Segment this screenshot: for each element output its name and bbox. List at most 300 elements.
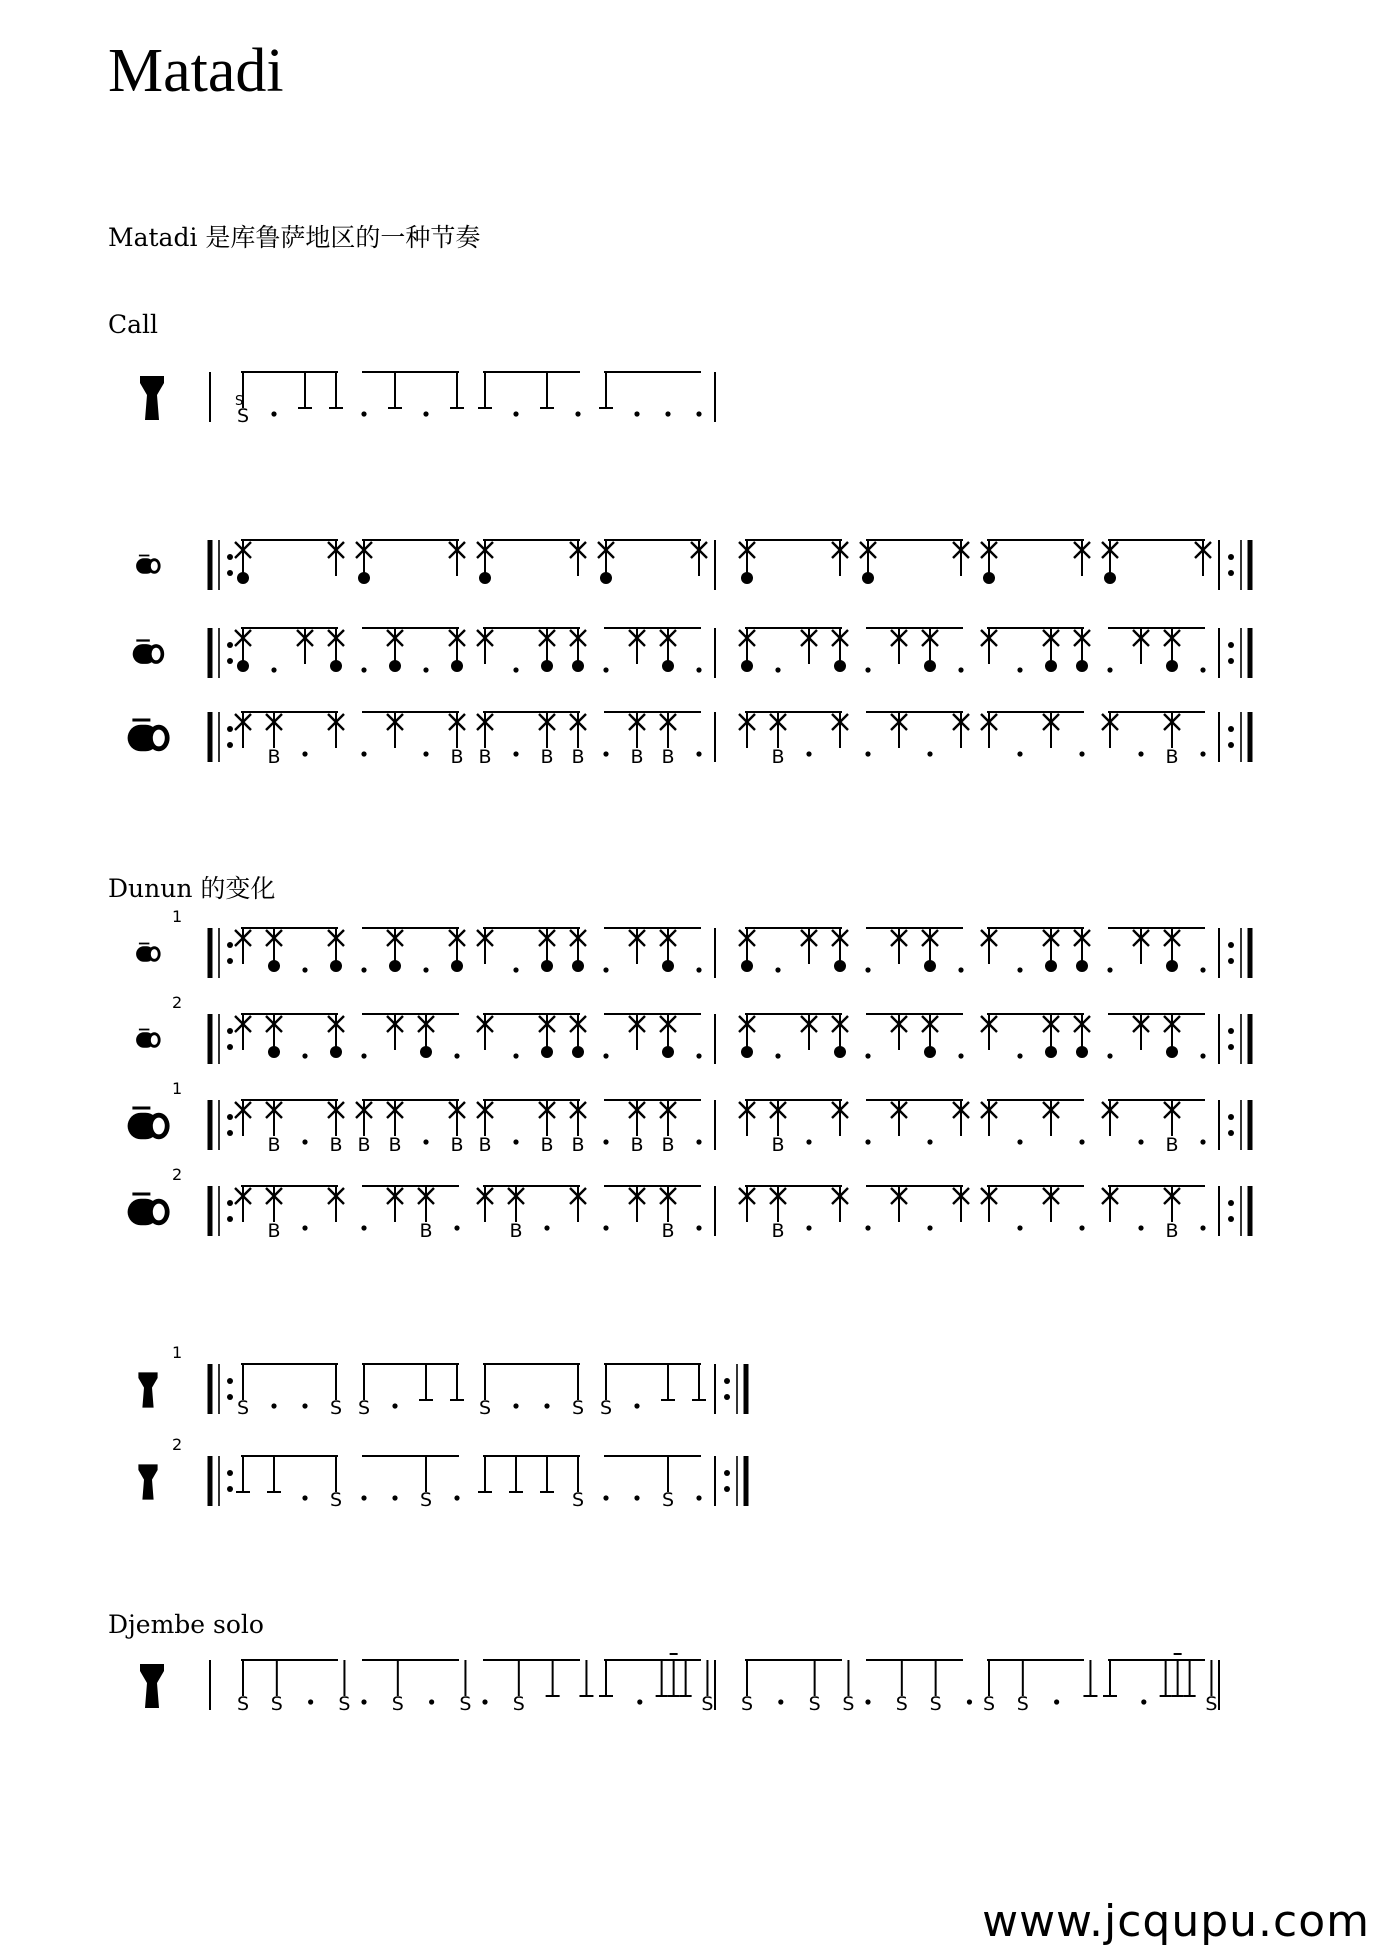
note [701, 1660, 713, 1715]
note [387, 1100, 403, 1156]
svg-text:S: S [357, 1397, 371, 1419]
note [967, 1699, 972, 1704]
note [544, 1403, 549, 1408]
note [696, 1053, 701, 1058]
note [696, 667, 701, 672]
svg-text:S: S [842, 1693, 855, 1715]
note [770, 1186, 786, 1242]
note [896, 1660, 908, 1715]
stave-number: 1 [172, 1079, 183, 1098]
note [423, 1139, 428, 1144]
svg-text:B: B [450, 746, 464, 768]
note [1103, 1660, 1117, 1696]
stave-djembe-large [140, 372, 715, 427]
note [1017, 967, 1022, 972]
note [539, 928, 555, 972]
note [1054, 1699, 1059, 1704]
note [927, 751, 932, 756]
note [891, 712, 907, 748]
note [832, 628, 848, 672]
note [696, 411, 701, 416]
note [696, 1225, 701, 1230]
note [271, 1660, 283, 1715]
kenkeni-icon [136, 1030, 161, 1048]
note [599, 1660, 613, 1696]
note [449, 540, 465, 576]
note [266, 928, 282, 972]
note [308, 1699, 313, 1704]
note [482, 1699, 487, 1704]
note [420, 1456, 432, 1511]
note [842, 1660, 854, 1715]
note [922, 928, 938, 972]
note [656, 1654, 692, 1696]
svg-text:S: S [236, 1397, 250, 1419]
note [832, 1186, 848, 1222]
note [634, 1495, 639, 1500]
note [983, 1660, 995, 1715]
note [572, 1456, 584, 1511]
note [1138, 751, 1143, 756]
note [770, 712, 786, 768]
note [599, 372, 613, 408]
note [1195, 540, 1211, 576]
note [513, 667, 518, 672]
note [1200, 1225, 1205, 1230]
svg-text:S: S [1205, 1693, 1218, 1715]
svg-text:S: S [571, 1489, 585, 1511]
note [429, 1699, 434, 1704]
note [1017, 1660, 1029, 1715]
note [865, 967, 870, 972]
svg-text:B: B [661, 746, 675, 768]
note [358, 1364, 370, 1419]
svg-text:S: S [459, 1693, 472, 1715]
svg-text:S: S [512, 1693, 525, 1715]
note [696, 1139, 701, 1144]
note [266, 1014, 282, 1058]
note [891, 1100, 907, 1136]
stave-number: 1 [172, 1343, 183, 1362]
svg-text:B: B [1165, 1134, 1179, 1156]
svg-text:S: S [895, 1693, 908, 1715]
svg-text:B: B [771, 746, 785, 768]
note [477, 712, 493, 768]
note [579, 1660, 593, 1696]
note [927, 1225, 932, 1230]
note [629, 628, 645, 664]
svg-text:B: B [1165, 746, 1179, 768]
djembe-icon [138, 1464, 157, 1499]
note [454, 1053, 459, 1058]
note [235, 1100, 251, 1136]
note [302, 1495, 307, 1500]
note [237, 1364, 249, 1419]
note [302, 1225, 307, 1230]
stave-number: 2 [172, 1435, 183, 1454]
note [544, 1225, 549, 1230]
svg-text:S: S [478, 1397, 492, 1419]
note [387, 1014, 403, 1050]
note [1079, 751, 1084, 756]
note [237, 1660, 249, 1715]
note [660, 928, 676, 972]
note [449, 628, 465, 672]
dunun-variation-label: Dunun 的变化 [108, 874, 276, 903]
note [1017, 751, 1022, 756]
svg-text:S: S [329, 1489, 343, 1511]
note [302, 967, 307, 972]
stave-number: 1 [172, 907, 183, 926]
note [392, 1660, 404, 1715]
note [361, 1495, 366, 1500]
note [1043, 712, 1059, 748]
note [1164, 628, 1180, 672]
note [739, 540, 755, 584]
sangban-icon [133, 641, 165, 664]
note [297, 628, 313, 664]
note [739, 628, 755, 672]
stave-number: 2 [172, 993, 183, 1012]
note [1017, 1139, 1022, 1144]
svg-text:B: B [1165, 1220, 1179, 1242]
note [513, 1139, 518, 1144]
note [739, 712, 755, 748]
note [930, 1660, 942, 1715]
note [508, 1186, 524, 1242]
section-call [140, 372, 715, 427]
note [1133, 928, 1149, 964]
note [361, 411, 366, 416]
note [692, 1364, 706, 1400]
svg-text:B: B [540, 746, 554, 768]
svg-text:B: B [630, 746, 644, 768]
svg-text:B: B [571, 746, 585, 768]
svg-text:B: B [661, 1134, 675, 1156]
kenkeni-icon [136, 944, 161, 962]
note [775, 1053, 780, 1058]
stave-djembe-large [140, 1654, 1219, 1715]
svg-text:B: B [509, 1220, 523, 1242]
note [865, 751, 870, 756]
note [1079, 1225, 1084, 1230]
svg-text:S: S [1016, 1693, 1029, 1715]
note [809, 1660, 821, 1715]
note [271, 667, 276, 672]
note [981, 928, 997, 964]
note [328, 928, 344, 972]
note [477, 628, 493, 664]
svg-text:S: S [236, 405, 250, 427]
note [1043, 928, 1059, 972]
note [235, 1014, 251, 1050]
note [1102, 540, 1118, 584]
note [338, 1660, 350, 1715]
note [1164, 928, 1180, 972]
svg-text:B: B [329, 1134, 343, 1156]
svg-text:B: B [357, 1134, 371, 1156]
note [361, 667, 366, 672]
note [775, 967, 780, 972]
svg-text:B: B [478, 1134, 492, 1156]
note [629, 1186, 645, 1222]
note [570, 1186, 586, 1222]
note [423, 411, 428, 416]
note [1164, 1186, 1180, 1242]
note [1160, 1654, 1196, 1696]
note [660, 1100, 676, 1156]
note [1017, 1225, 1022, 1230]
note [479, 1364, 491, 1419]
stave-kenkeni [136, 993, 1250, 1064]
note [266, 1186, 282, 1242]
note [235, 540, 251, 584]
note [922, 1014, 938, 1058]
note [696, 1495, 701, 1500]
note [1107, 1053, 1112, 1058]
note [328, 712, 344, 748]
note [423, 967, 428, 972]
note [302, 1403, 307, 1408]
note [953, 1100, 969, 1136]
note [661, 1364, 675, 1400]
note [958, 967, 963, 972]
note [662, 1456, 674, 1511]
note [1107, 667, 1112, 672]
note [634, 411, 639, 416]
note [865, 1053, 870, 1058]
note [981, 1014, 997, 1050]
note [328, 1100, 344, 1156]
note [660, 712, 676, 768]
note [1074, 1014, 1090, 1058]
note [981, 1100, 997, 1136]
note [477, 928, 493, 964]
svg-text:S: S [270, 1693, 283, 1715]
note [449, 712, 465, 768]
doundounba-icon [128, 1108, 170, 1139]
note [266, 1100, 282, 1156]
note [1107, 967, 1112, 972]
note [953, 540, 969, 576]
note [1200, 967, 1205, 972]
note [981, 1186, 997, 1222]
note [459, 1660, 471, 1715]
svg-text:B: B [267, 1220, 281, 1242]
note [1164, 1100, 1180, 1156]
note [328, 628, 344, 672]
note [388, 372, 402, 408]
note [271, 1403, 276, 1408]
note [770, 1100, 786, 1156]
stave-kenkeni [136, 907, 1250, 978]
note [739, 1014, 755, 1058]
note [806, 1225, 811, 1230]
note [806, 1139, 811, 1144]
stave-djembe-small [138, 1343, 746, 1419]
note [361, 967, 366, 972]
section-solo [140, 1654, 1219, 1715]
note [418, 1014, 434, 1058]
note [891, 928, 907, 964]
note [603, 1495, 608, 1500]
note [660, 1014, 676, 1058]
stave-kenkeni [136, 540, 1250, 590]
note [570, 928, 586, 972]
note [1141, 1699, 1146, 1704]
note [832, 928, 848, 972]
note [637, 1699, 642, 1704]
note [235, 712, 251, 748]
note [235, 628, 251, 672]
svg-text:B: B [630, 1134, 644, 1156]
note [1017, 667, 1022, 672]
djembe-icon [140, 376, 164, 420]
djembe-icon [138, 1372, 157, 1407]
note [629, 1100, 645, 1156]
note [927, 1139, 932, 1144]
note [832, 1014, 848, 1058]
note [387, 928, 403, 972]
note [387, 712, 403, 748]
note [598, 540, 614, 584]
note [739, 928, 755, 972]
note [1079, 1139, 1084, 1144]
note [454, 1225, 459, 1230]
note [891, 1186, 907, 1222]
note [513, 967, 518, 972]
section-djembe [138, 1343, 746, 1511]
note [660, 1186, 676, 1242]
note [865, 1139, 870, 1144]
note [235, 1186, 251, 1222]
note [570, 712, 586, 768]
svg-text:B: B [661, 1220, 675, 1242]
note [1138, 1139, 1143, 1144]
svg-text:S: S [571, 1397, 585, 1419]
note [953, 1186, 969, 1222]
note [361, 1225, 366, 1230]
note [603, 967, 608, 972]
svg-text:B: B [540, 1134, 554, 1156]
svg-text:B: B [419, 1220, 433, 1242]
note [629, 1014, 645, 1050]
note [356, 1100, 372, 1156]
note [540, 1456, 554, 1492]
note [302, 751, 307, 756]
note [387, 1186, 403, 1222]
note [1133, 628, 1149, 664]
note [328, 1014, 344, 1058]
note [539, 1100, 555, 1156]
note [891, 628, 907, 664]
svg-text:S: S [599, 1397, 613, 1419]
note [513, 1053, 518, 1058]
note [634, 1403, 639, 1408]
note [1200, 751, 1205, 756]
note [691, 540, 707, 576]
svg-text:B: B [771, 1134, 785, 1156]
svg-text:S: S [236, 1693, 250, 1715]
stave-doundounba [128, 712, 1250, 768]
note [477, 1014, 493, 1050]
note [235, 928, 251, 964]
note [539, 1014, 555, 1058]
note [1074, 628, 1090, 672]
note [267, 1456, 281, 1492]
svg-text:B: B [267, 746, 281, 768]
note [361, 1699, 366, 1704]
note [513, 1403, 518, 1408]
note [922, 628, 938, 672]
note [1102, 712, 1118, 748]
note [801, 628, 817, 664]
stave-doundounba [128, 1165, 1250, 1242]
note [418, 1186, 434, 1242]
note [1043, 628, 1059, 672]
note [539, 628, 555, 672]
note [361, 1053, 366, 1058]
note [696, 967, 701, 972]
svg-text:S: S [701, 1693, 714, 1715]
note [1102, 1186, 1118, 1222]
note [513, 751, 518, 756]
svg-text:S: S [808, 1693, 821, 1715]
section-main [128, 540, 1250, 768]
note [329, 372, 343, 408]
note [1205, 1660, 1217, 1715]
svg-text:B: B [571, 1134, 585, 1156]
note [806, 751, 811, 756]
note [832, 540, 848, 576]
note [546, 1660, 560, 1696]
doundounba-icon [128, 720, 170, 751]
note [832, 1100, 848, 1136]
note [665, 411, 670, 416]
note [236, 1456, 250, 1492]
note [1074, 540, 1090, 576]
note [832, 712, 848, 748]
section-dunun [128, 907, 1250, 1242]
note [801, 928, 817, 964]
note [454, 1495, 459, 1500]
note [739, 1186, 755, 1222]
note [865, 1699, 870, 1704]
note [603, 667, 608, 672]
note [1083, 1660, 1097, 1696]
note [629, 928, 645, 964]
svg-text:B: B [450, 1134, 464, 1156]
stave-doundounba [128, 1079, 1250, 1156]
note [477, 540, 493, 584]
note [539, 712, 555, 768]
note [801, 1014, 817, 1050]
note [775, 667, 780, 672]
note [361, 751, 366, 756]
svg-text:B: B [478, 746, 492, 768]
note [356, 540, 372, 584]
note [865, 1225, 870, 1230]
note [423, 751, 428, 756]
stave-djembe-small [138, 1435, 746, 1511]
djembe-solo-label: Djembe solo [108, 1610, 264, 1639]
svg-text:S: S [329, 1397, 343, 1419]
note [575, 411, 580, 416]
note [513, 411, 518, 416]
kenkeni-icon [136, 556, 161, 574]
note [570, 1014, 586, 1058]
svg-text:S: S [740, 1693, 754, 1715]
